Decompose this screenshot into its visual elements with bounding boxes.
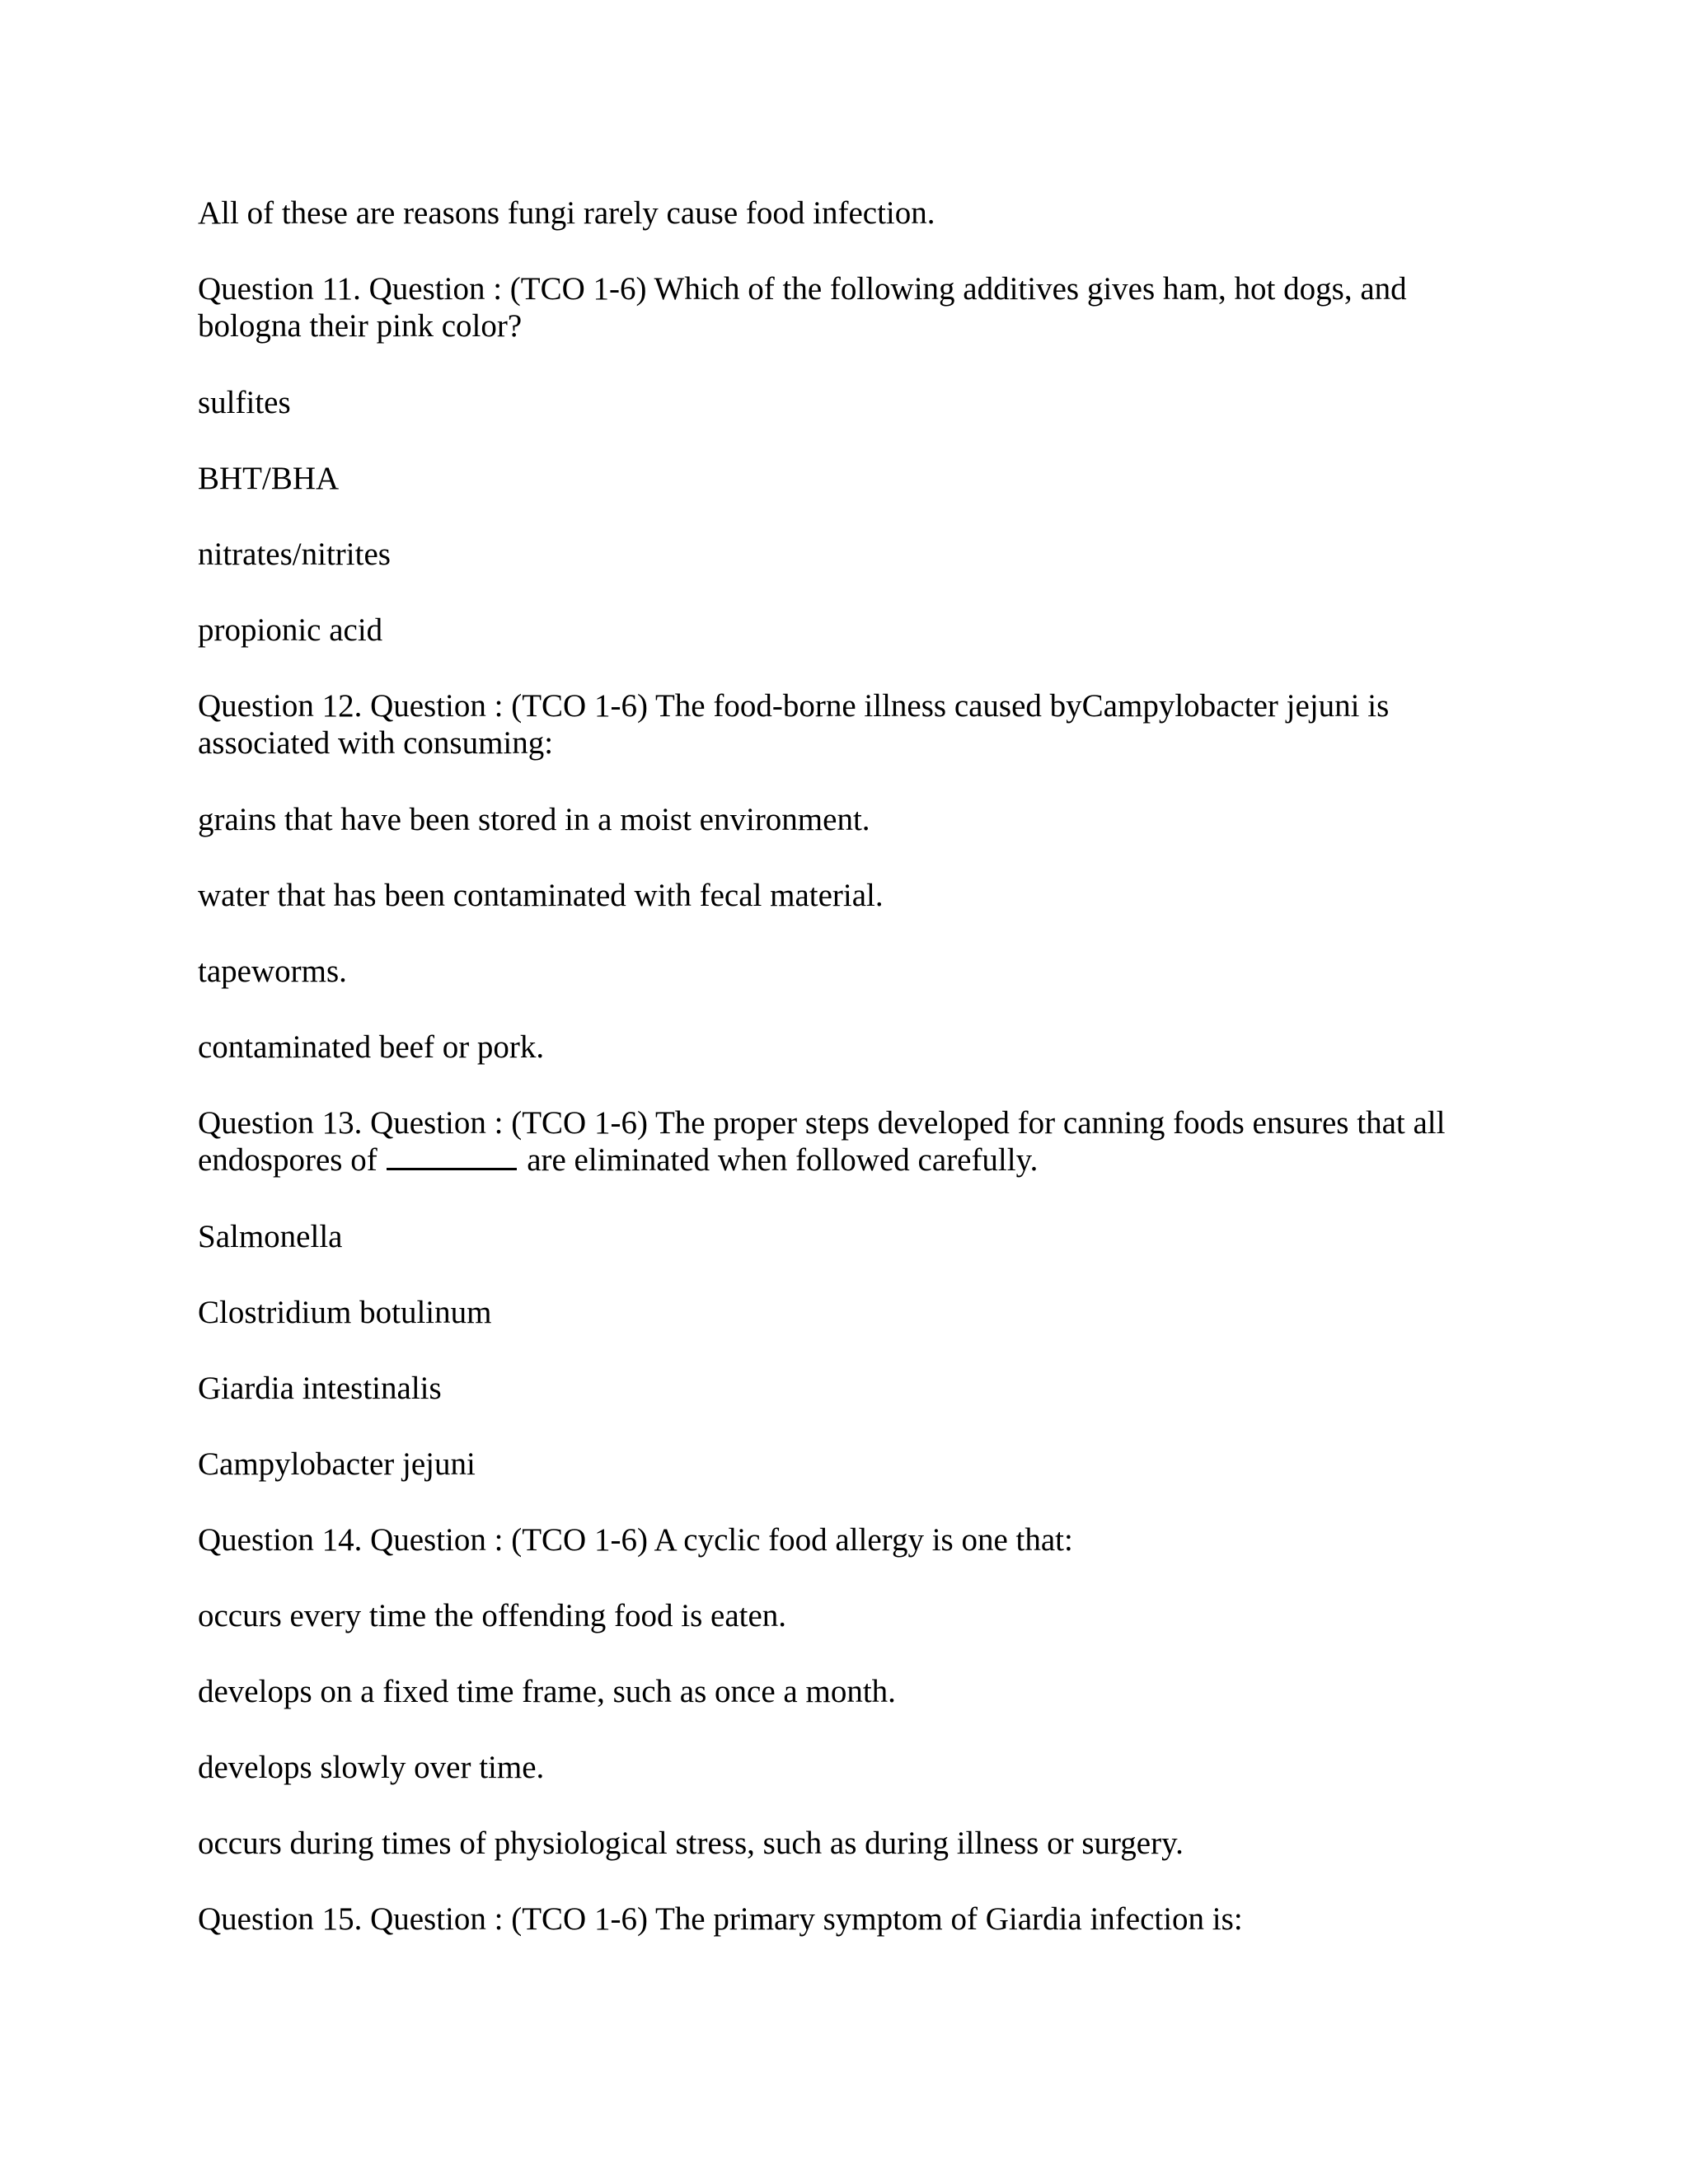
question-14-text: Question 14. Question : (TCO 1-6) A cyclic food allergy is one that:: [198, 1522, 1073, 1558]
question-11-option-b: BHT/BHA: [198, 461, 340, 496]
question-13-text: [198, 1104, 1484, 1179]
question-13-option-d: Campylobacter jejuni: [198, 1446, 476, 1482]
question-12-option-d: contaminated beef or pork.: [198, 1029, 545, 1065]
question-12-option-c: tapeworms.: [198, 954, 347, 989]
question-11-option-a: sulfites: [198, 385, 291, 420]
question-13-text-part1: Question 13. Question : (TCO 1-6) The proper steps developed for canning foods ensures that all endospores of: [198, 1105, 1454, 1178]
question-14-option-d: occurs during times of physiological stress, such as during illness or surgery.: [198, 1825, 1184, 1861]
question-13-option-b: Clostridium botulinum: [198, 1295, 492, 1330]
question-15-text: Question 15. Question : (TCO 1-6) The primary symptom of Giardia infection is:: [198, 1901, 1243, 1937]
intro-answer-text: All of these are reasons fungi rarely cause food infection.: [198, 195, 935, 231]
question-13-text-part2: are eliminated when followed carefully.: [518, 1142, 1039, 1178]
question-11-text: Question 11. Question : (TCO 1-6) Which of the following additives gives ham, hot dogs, and bologna their pink color?: [198, 271, 1415, 344]
question-12-text: Question 12. Question : (TCO 1-6) The food-borne illness caused byCampylobacter jejuni is associated with consuming:: [198, 688, 1397, 761]
question-13-option-c: Giardia intestinalis: [198, 1371, 442, 1406]
question-12-option-a: grains that have been stored in a moist environment.: [198, 802, 870, 837]
question-12-option-b: water that has been contaminated with fecal material.: [198, 878, 884, 913]
question-13-option-a: Salmonella: [198, 1219, 343, 1254]
question-14-option-c: develops slowly over time.: [198, 1750, 545, 1785]
question-11-option-c: nitrates/nitrites: [198, 537, 391, 572]
question-14-option-b: develops on a fixed time frame, such as once a month.: [198, 1674, 896, 1709]
question-11-option-d: propionic acid: [198, 612, 383, 648]
fill-in-blank: [387, 1143, 517, 1170]
question-14-option-a: occurs every time the offending food is eaten.: [198, 1598, 787, 1633]
